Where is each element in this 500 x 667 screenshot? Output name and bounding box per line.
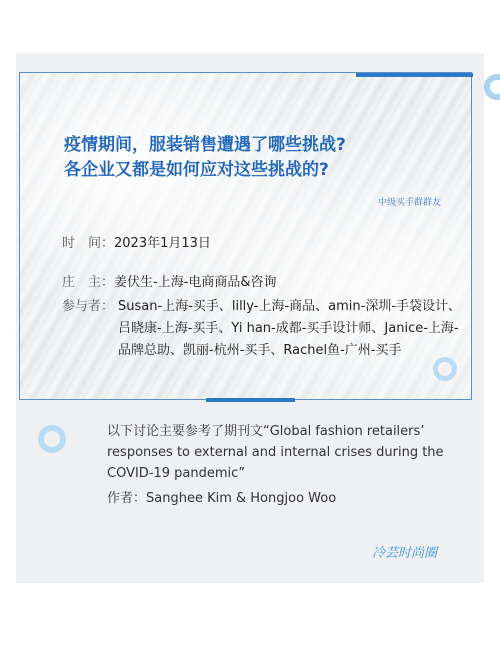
reference-description: 以下讨论主要参考了期刊文“Global fashion retailers’ responses to external and internal crises during the COVID-19 pandemic” [107, 424, 444, 481]
card-title [64, 133, 444, 183]
participants-label: 参与者： [62, 299, 115, 314]
brand-logo: 冷芸时尚圈 [372, 546, 438, 561]
host-row [62, 272, 277, 294]
card-accent-bar-bottom [206, 398, 295, 402]
host-label: 庄 主： [62, 275, 115, 290]
time-row [62, 233, 211, 255]
group-tag: 中级买手群群友 [377, 198, 441, 208]
time-label: 时 间： [62, 236, 115, 251]
participants-value: Susan-上海-买手、lilly-上海-商品、amin-深圳-手袋设计、吕晓康-上海-买手、Yi han-成都-买手设计师、Janice-上海-品牌总助、凯丽-杭州-买手、Rachel鱼-广州-买手 [118, 299, 462, 358]
participants-row [62, 296, 462, 362]
decorative-ring-icon [433, 357, 457, 381]
time-value: 2023年1月13日 [114, 236, 211, 251]
decorative-ring-icon [38, 425, 66, 453]
author-line: 作者：Sanghee Kim & Hongjoo Woo [107, 491, 337, 506]
title-line-2: 各企业又都是如何应对这些挑战的? [64, 160, 329, 180]
decorative-ring-icon [484, 74, 500, 100]
title-line-1: 疫情期间，服装销售遭遇了哪些挑战? [64, 135, 346, 155]
info-card [19, 72, 472, 400]
card-accent-bar-top [356, 73, 473, 77]
host-value: 姜伏生-上海-电商商品&咨询 [114, 275, 277, 290]
